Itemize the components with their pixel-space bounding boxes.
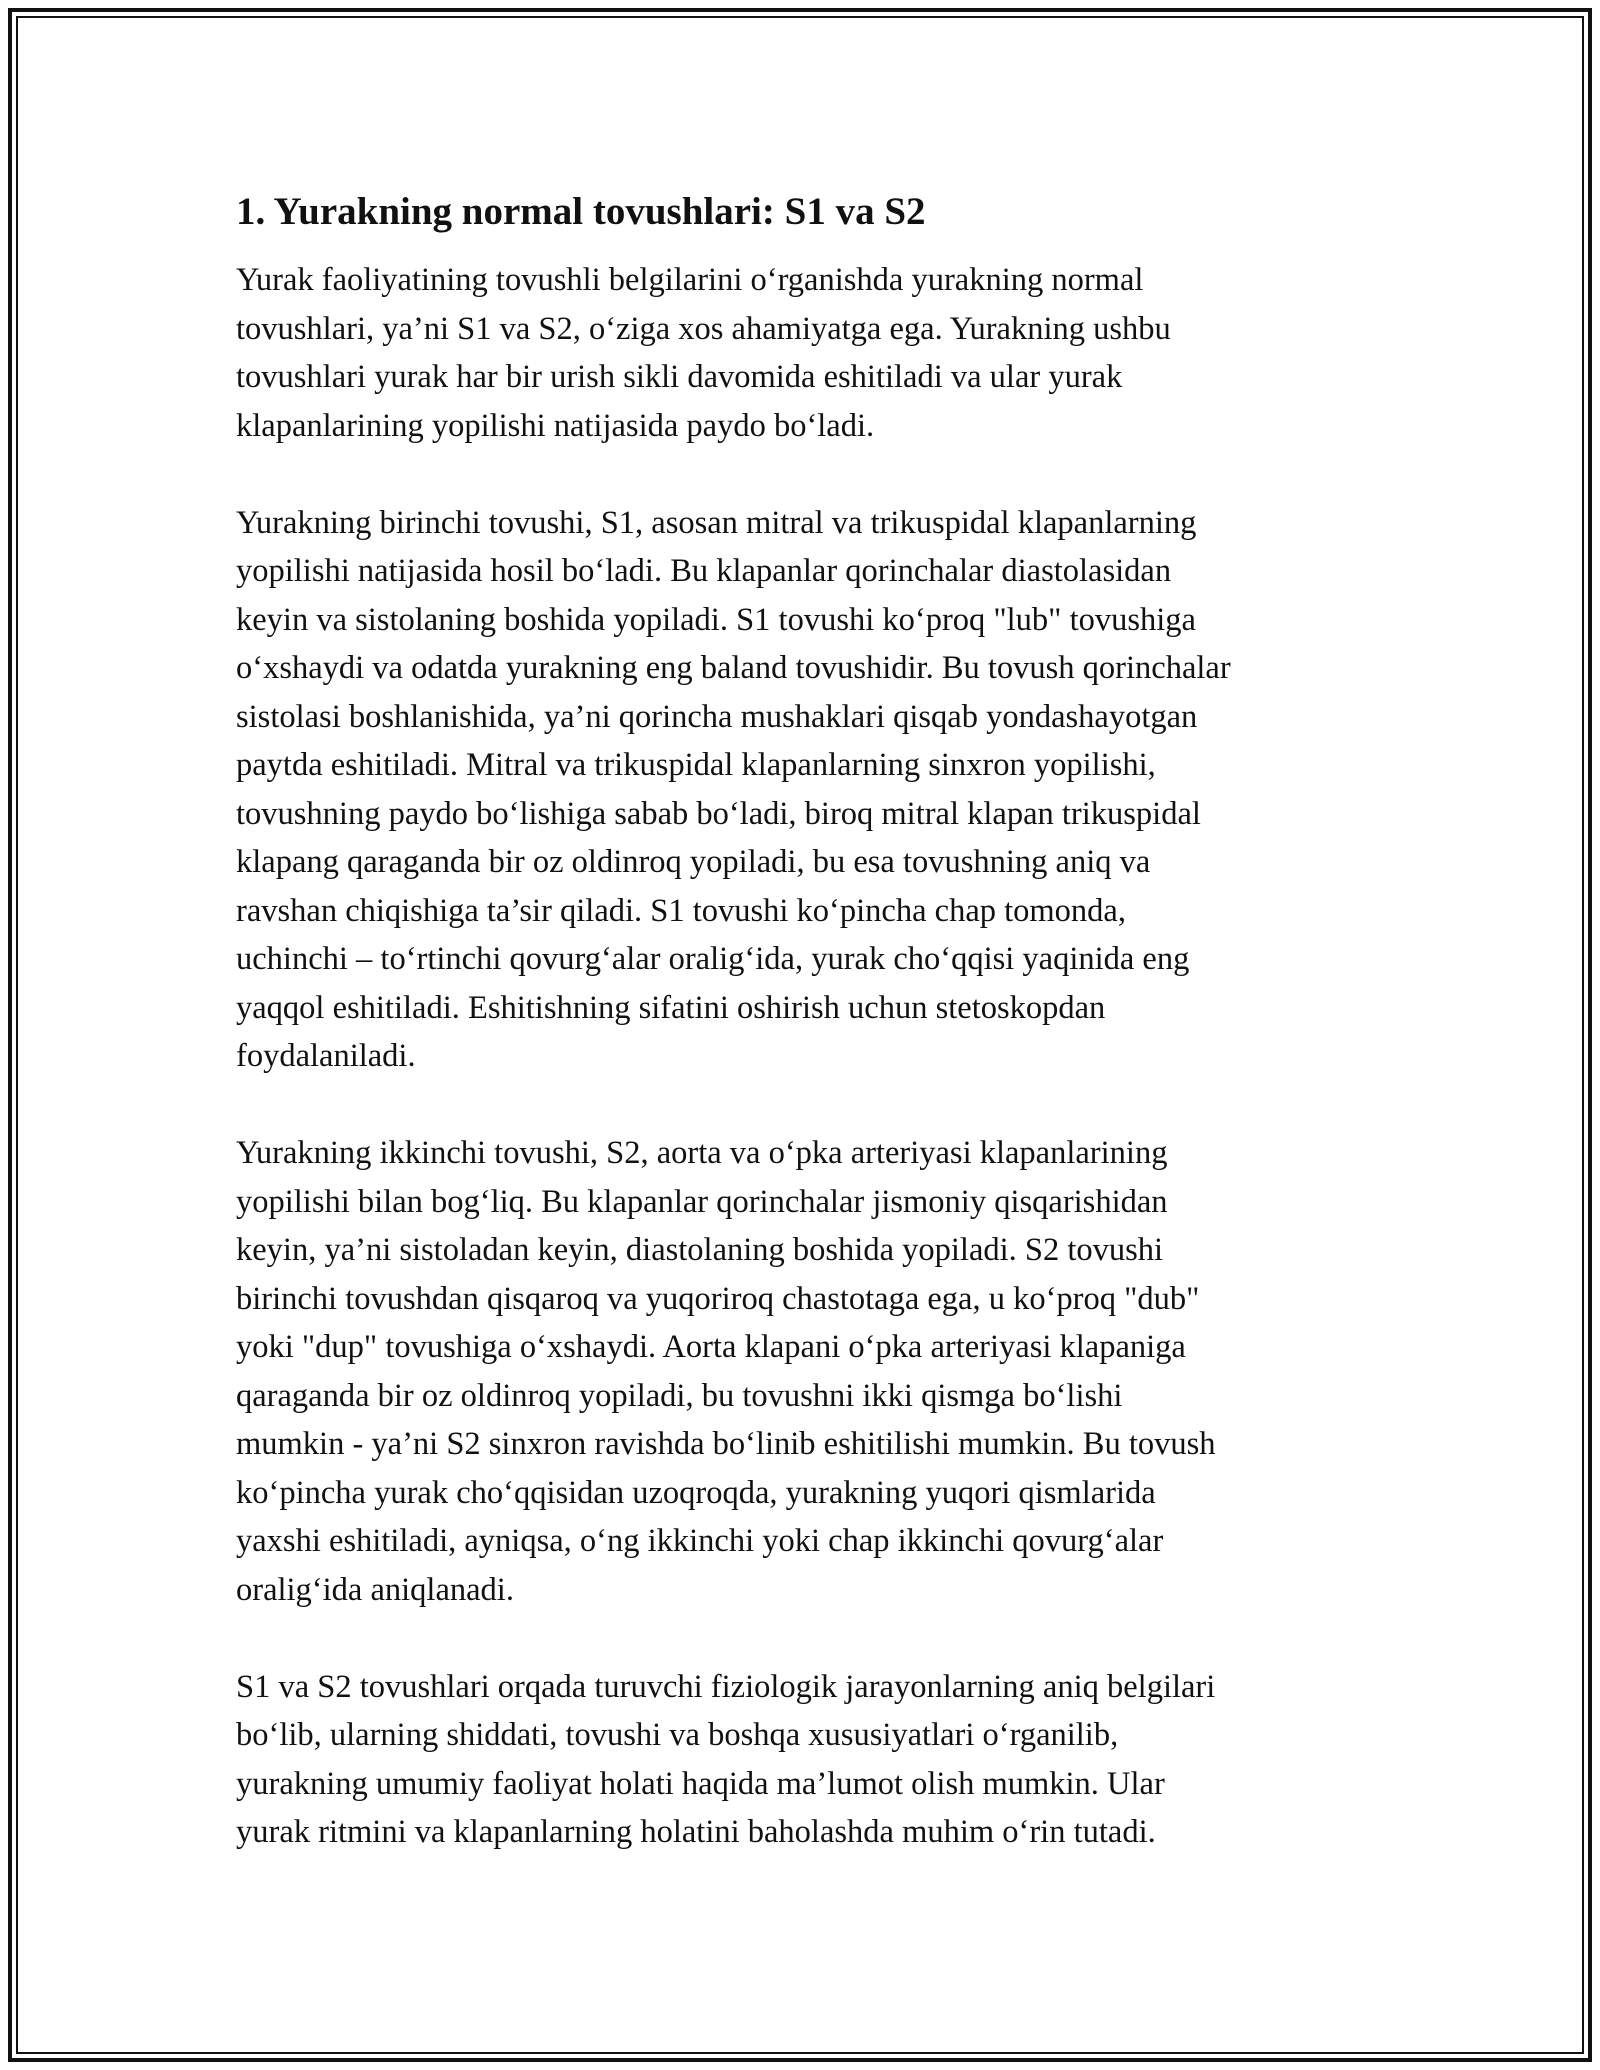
text-line: Yurakning birinchi tovushi, S1, asosan mitral va trikuspidal klapanlarning (236, 504, 1197, 541)
text-line: ko‘pincha yurak cho‘qqisidan uzoqroqda, yurakning yuqori qismlarida (236, 1474, 1156, 1511)
text-line: bo‘lib, ularning shiddati, tovushi va boshqa xususiyatlari o‘rganilib, (236, 1717, 1119, 1753)
text-line: tovushlari, ya’ni S1 va S2, o‘ziga xos ahamiyatga ega. Yurakning ushbu (236, 310, 1171, 347)
text-line: yopilishi bilan bog‘liq. Bu klapanlar qorinchalar jismoniy qisqarishidan (236, 1183, 1168, 1220)
text-line: uchinchi – to‘rtinchi qovurg‘alar oralig‘ida, yurak cho‘qqisi yaqinida eng (236, 941, 1190, 977)
text-line: tovushning paydo bo‘lishiga sabab bo‘ladi, biroq mitral klapan trikuspidal (236, 795, 1201, 832)
paragraph-conclusion (236, 1663, 1376, 1857)
text-line: birinchi tovushdan qisqaroq va yuqoriroq chastotaga ega, u ko‘proq "dub" (236, 1280, 1200, 1317)
document-body (236, 188, 1376, 1905)
text-line: Yurak faoliyatining tovushli belgilarini o‘rganishda yurakning normal (236, 262, 1144, 298)
text-line: yaxshi eshitiladi, ayniqsa, o‘ng ikkinchi yoki chap ikkinchi qovurg‘alar (236, 1523, 1164, 1559)
paragraph-s2 (236, 1129, 1376, 1614)
text-line: o‘xshaydi va odatda yurakning eng baland tovushidir. Bu tovush qorinchalar (236, 650, 1231, 686)
text-line: yurak ritmini va klapanlarning holatini baholashda muhim o‘rin tutadi. (236, 1814, 1156, 1850)
text-line: tovushlari yurak har bir urish sikli davomida eshitiladi va ular yurak (236, 359, 1123, 395)
section-heading: 1. Yurakning normal tovushlari: S1 va S2 (236, 190, 926, 233)
text-line: yurakning umumiy faoliyat holati haqida ma’lumot olish mumkin. Ular (236, 1765, 1165, 1802)
text-line: keyin va sistolaning boshida yopiladi. S1 tovushi ko‘proq "lub" tovushiga (236, 601, 1196, 638)
text-line: foydalaniladi. (236, 1038, 416, 1074)
text-line: mumkin - ya’ni S2 sinxron ravishda bo‘linib eshitilishi mumkin. Bu tovush (236, 1426, 1216, 1462)
text-line: sistolasi boshlanishida, ya’ni qorincha mushaklari qisqab yondashayotgan (236, 698, 1198, 735)
text-line: klapanlarining yopilishi natijasida paydo bo‘ladi. (236, 407, 875, 444)
paragraph-intro (236, 256, 1376, 450)
text-line: yaqqol eshitiladi. Eshitishning sifatini oshirish uchun stetoskopdan (236, 989, 1106, 1026)
text-line: paytda eshitiladi. Mitral va trikuspidal klapanlarning sinxron yopilishi, (236, 747, 1156, 783)
paragraph-s1 (236, 499, 1376, 1081)
text-line: qaraganda bir oz oldinroq yopiladi, bu tovushni ikki qismga bo‘lishi (236, 1377, 1123, 1414)
text-line: keyin, ya’ni sistoladan keyin, diastolaning boshida yopiladi. S2 tovushi (236, 1232, 1164, 1268)
text-line: Yurakning ikkinchi tovushi, S2, aorta va o‘pka arteriyasi klapanlarining (236, 1135, 1168, 1171)
text-line: S1 va S2 tovushlari orqada turuvchi fiziologik jarayonlarning aniq belgilari (236, 1668, 1216, 1705)
text-line: yoki "dup" tovushiga o‘xshaydi. Aorta klapani o‘pka arteriyasi klapaniga (236, 1329, 1186, 1365)
text-line: oralig‘ida aniqlanadi. (236, 1571, 514, 1608)
text-line: yopilishi natijasida hosil bo‘ladi. Bu klapanlar qorinchalar diastolasidan (236, 553, 1172, 589)
text-line: ravshan chiqishiga ta’sir qiladi. S1 tovushi ko‘pincha chap tomonda, (236, 892, 1126, 929)
text-line: klapang qaraganda bir oz oldinroq yopiladi, bu esa tovushning aniq va (236, 844, 1151, 880)
